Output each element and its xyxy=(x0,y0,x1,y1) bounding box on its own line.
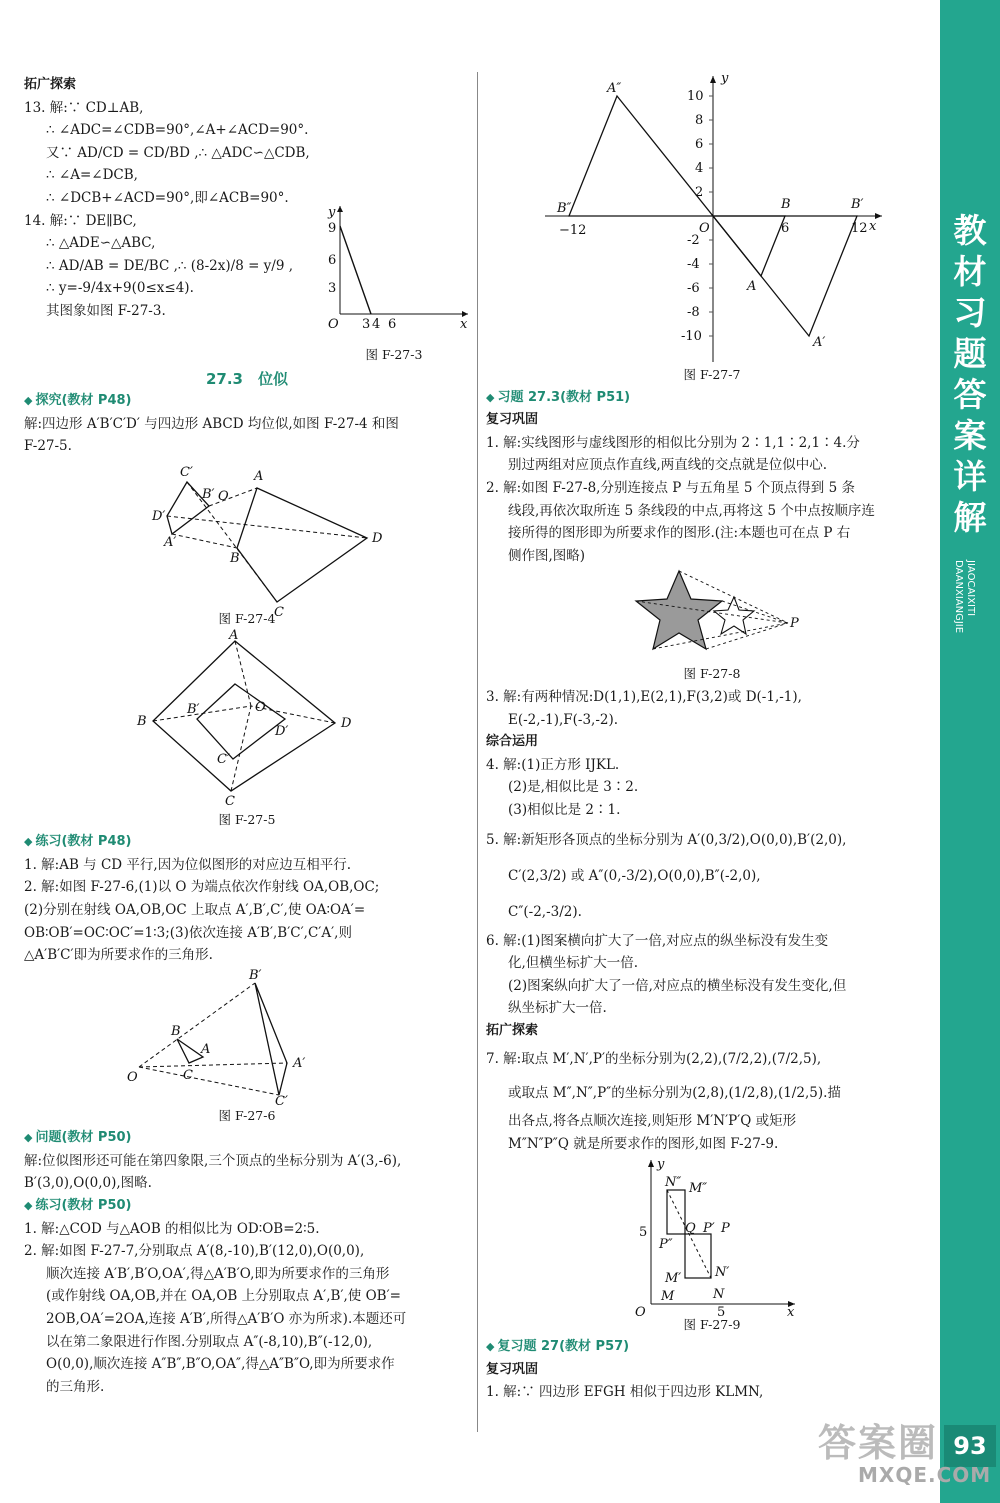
svg-text:B′: B′ xyxy=(187,701,200,717)
svg-text:A: A xyxy=(747,279,757,294)
diamond-icon: ◆ xyxy=(24,1199,33,1213)
svg-text:O: O xyxy=(699,221,710,236)
sidebar-title-char: 题 xyxy=(953,334,987,373)
svg-text:x: x xyxy=(787,1304,795,1320)
svg-text:B′: B′ xyxy=(202,486,215,502)
figure-f27-7 xyxy=(537,71,887,364)
ex7-line4: M″N″P″Q 就是所要求作的图形,如图 F-27-9. xyxy=(508,1136,779,1153)
svg-text:P: P xyxy=(790,616,799,632)
svg-text:A: A xyxy=(229,627,239,643)
explore-line1: 解:四边形 A′B′C′D′ 与四边形 ABCD 均位似,如图 F-27-4 和图 xyxy=(24,415,399,432)
svg-text:N′: N′ xyxy=(715,1264,730,1280)
ex2-line2: 线段,再依次取所连 5 条线段的中点,再将这 5 个中点按顺序连 xyxy=(508,502,875,519)
problem-line2: B′(3,0),O(0,0),图略. xyxy=(24,1175,152,1192)
svg-text:N: N xyxy=(713,1286,725,1302)
sidebar-title-char: 教 xyxy=(953,211,987,250)
ex4-line2: (2)是,相似比是 3∶2. xyxy=(508,779,639,796)
ex4-line3: (3)相似比是 2∶1. xyxy=(508,801,621,818)
svg-text:O: O xyxy=(328,316,339,332)
caption-f27-9: 图 F-27-9 xyxy=(683,1316,741,1332)
figure-f27-9 xyxy=(627,1156,797,1320)
diamond-icon: ◆ xyxy=(24,835,33,849)
sidebar-title-char: 案 xyxy=(953,416,987,455)
q14-line1: 14. 解:∵ DE∥BC, xyxy=(24,212,137,229)
section-problem-p50: ◆ 问题(教材 P50) xyxy=(24,1130,132,1146)
ex6-line4: 纵坐标扩大一倍. xyxy=(508,1000,607,1017)
caption-f27-4: 图 F-27-4 xyxy=(218,610,276,626)
column-divider xyxy=(477,72,478,1432)
svg-text:x: x xyxy=(460,316,468,332)
svg-text:4: 4 xyxy=(372,316,381,332)
ex3-line1: 3. 解:有两种情况:D(1,1),E(2,1),F(3,2)或 D(-1,-1), xyxy=(486,688,802,705)
q13-line3: 又∵ AD/CD = CD/BD ,∴ △ADC∽△CDB, xyxy=(46,144,310,161)
svg-text:P: P xyxy=(721,1220,730,1236)
svg-text:y: y xyxy=(328,204,336,220)
svg-text:6: 6 xyxy=(388,316,397,332)
caption-f27-5: 图 F-27-5 xyxy=(218,811,276,827)
svg-text:C: C xyxy=(225,793,235,809)
sidebar-title-char: 答 xyxy=(953,375,987,414)
page-number: 93 xyxy=(944,1425,996,1467)
ex5-line3: C″(-2,-3/2). xyxy=(508,903,582,920)
subsection-review: 复习巩固 xyxy=(486,412,539,428)
svg-text:B″: B″ xyxy=(557,201,572,216)
ex1-line2: 别过两组对应顶点作直线,两直线的交点就是位似中心. xyxy=(508,457,828,474)
figure-f27-6 xyxy=(127,967,367,1109)
svg-text:Q: Q xyxy=(685,1220,696,1236)
left-column xyxy=(24,74,470,1398)
svg-text:8: 8 xyxy=(695,113,704,128)
svg-text:O: O xyxy=(635,1304,646,1320)
practice50-line2: 2. 解:如图 F-27-7,分别取点 A′(8,-10),B′(12,0),O(0,0), xyxy=(24,1243,365,1260)
subsection-extend: 拓广探索 xyxy=(486,1022,539,1038)
svg-text:B: B xyxy=(781,197,791,212)
svg-text:A: A xyxy=(254,468,264,484)
caption-f27-6: 图 F-27-6 xyxy=(218,1107,276,1123)
ex1-line1: 1. 解:实线图形与虚线图形的相似比分别为 2∶1,1∶2,1∶4.分 xyxy=(486,434,860,451)
watermark-logo: 答案圈 xyxy=(818,1421,939,1465)
section-review-27: ◆ 复习题 27(教材 P57) xyxy=(486,1339,630,1355)
svg-text:B′: B′ xyxy=(851,197,864,212)
svg-text:O: O xyxy=(255,699,266,715)
sidebar-title-char: 解 xyxy=(953,498,987,537)
sidebar-pinyin xyxy=(952,560,976,633)
ex7-line3: 出各点,将各点顺次连接,则矩形 M′N′P′Q 或矩形 xyxy=(508,1113,797,1130)
chapter-sidebar xyxy=(940,0,1000,1503)
sidebar-pinyin-2: DAANXIANGJIE xyxy=(953,560,964,634)
svg-text:A′: A′ xyxy=(813,335,826,350)
svg-text:-2: -2 xyxy=(687,233,700,248)
ex5-line2: C′(2,3/2) 或 A″(0,-3/2),O(0,0),B″(-2,0), xyxy=(508,867,761,884)
ex2-line1: 2. 解:如图 F-27-8,分别连接点 P 与五角星 5 个顶点得到 5 条 xyxy=(486,479,855,496)
svg-text:M″: M″ xyxy=(689,1180,708,1196)
svg-text:x: x xyxy=(869,219,877,234)
caption-f27-8: 图 F-27-8 xyxy=(683,666,741,682)
q14-block xyxy=(24,204,470,368)
caption-f27-7: 图 F-27-7 xyxy=(683,367,741,382)
svg-text:6: 6 xyxy=(328,252,337,268)
svg-text:6: 6 xyxy=(781,221,790,236)
ex6-line2: 化,但横坐标扩大一倍. xyxy=(508,955,639,972)
svg-text:-4: -4 xyxy=(687,257,700,272)
svg-text:D′: D′ xyxy=(152,508,166,524)
q14-line5: 其图象如图 F-27-3. xyxy=(46,302,166,319)
problem-line1: 解:位似图形还可能在第四象限,三个顶点的坐标分别为 A′(3,-6), xyxy=(24,1152,402,1169)
svg-text:5: 5 xyxy=(639,1224,648,1240)
section-practice-p50: ◆ 练习(教材 P50) xyxy=(24,1198,132,1214)
svg-text:-8: -8 xyxy=(687,305,700,320)
svg-text:y: y xyxy=(657,1156,665,1172)
svg-text:C′: C′ xyxy=(275,1093,288,1109)
practice48-line2: 2. 解:如图 F-27-6,(1)以 O 为端点依次作射线 OA,OB,OC; xyxy=(24,879,380,896)
svg-text:C′: C′ xyxy=(217,751,230,767)
svg-text:A: A xyxy=(201,1041,211,1057)
svg-text:B: B xyxy=(137,713,147,729)
svg-text:-6: -6 xyxy=(687,281,700,296)
sidebar-title-char: 材 xyxy=(953,252,987,291)
ex7-line2: 或取点 M″,N″,P″的坐标分别为(2,8),(1/2,8),(1/2,5).描 xyxy=(508,1085,841,1102)
q14-line4: ∴ y=-9/4x+9(0≤x≤4). xyxy=(46,280,194,297)
svg-text:9: 9 xyxy=(328,220,337,236)
ex2-line4: 侧作图,图略) xyxy=(508,547,586,564)
practice48-line5: △A′B′C′即为所要求作的三角形. xyxy=(24,947,213,964)
watermark-url: MXQE.COM xyxy=(858,1463,992,1487)
svg-text:B: B xyxy=(230,550,240,566)
diamond-icon: ◆ xyxy=(24,394,33,408)
caption-f27-3: 图 F-27-3 xyxy=(365,346,423,362)
ex6-line3: (2)图案纵向扩大了一倍,对应点的横坐标没有发生变化,但 xyxy=(508,977,847,994)
svg-text:C′: C′ xyxy=(180,464,193,480)
svg-text:A″: A″ xyxy=(607,81,622,96)
subsection-apply: 综合运用 xyxy=(486,734,539,750)
sidebar-title-char: 详 xyxy=(953,457,987,496)
ex3-line2: E(-2,-1),F(-3,-2). xyxy=(508,711,619,728)
ex2-line3: 接所得的图形即为所要求作的图形.(注:本题也可在点 P 右 xyxy=(508,525,851,542)
svg-text:D′: D′ xyxy=(275,723,289,739)
svg-text:−12: −12 xyxy=(559,223,587,238)
svg-text:P′: P′ xyxy=(703,1220,715,1236)
practice50-line7: O(0,0),顺次连接 A″B″,B″O,OA″,得△A″B″O,即为所要求作 xyxy=(46,1356,395,1373)
sidebar-pinyin-1: JIAOCAIXITI xyxy=(965,560,976,617)
practice48-line4: OB∶OB′=OC∶OC′=1∶3;(3)依次连接 A′B′,B′C′,C′A′,则 xyxy=(24,924,352,941)
diamond-icon: ◆ xyxy=(486,390,495,404)
svg-text:M′: M′ xyxy=(665,1270,682,1286)
svg-text:N″: N″ xyxy=(665,1174,682,1190)
svg-text:10: 10 xyxy=(687,89,704,104)
svg-text:C: C xyxy=(274,604,284,620)
svg-text:D: D xyxy=(372,530,383,546)
section-extend: 拓广探索 xyxy=(24,77,77,92)
svg-text:O: O xyxy=(218,488,229,504)
svg-text:B′: B′ xyxy=(249,967,262,983)
svg-text:O: O xyxy=(127,1069,138,1085)
q13-line5: ∴ ∠DCB+∠ACD=90°,即∠ACB=90°. xyxy=(46,189,289,206)
svg-text:12: 12 xyxy=(851,221,868,236)
svg-text:2: 2 xyxy=(695,185,704,200)
ex4-line1: 4. 解:(1)正方形 IJKL. xyxy=(486,756,620,773)
svg-text:3: 3 xyxy=(362,316,371,332)
svg-text:4: 4 xyxy=(695,161,704,176)
ex6-line1: 6. 解:(1)图案横向扩大了一倍,对应点的纵坐标没有发生变 xyxy=(486,932,829,949)
q14-line3: ∴ AD/AB = DE/BC ,∴ (8-2x)/8 = y/9 , xyxy=(46,257,294,274)
svg-text:y: y xyxy=(721,71,729,86)
section-heading-27-3: 27.3 位似 xyxy=(205,369,288,388)
q13-line2: ∴ ∠ADC=∠CDB=90°,∠A+∠ACD=90°. xyxy=(46,122,309,139)
subsection-review2: 复习巩固 xyxy=(486,1361,539,1377)
practice50-line1: 1. 解:△COD 与△AOB 的相似比为 OD∶OB=2∶5. xyxy=(24,1220,320,1237)
practice50-line4: (或作射线 OA,OB,并在 OA,OB 上分别取点 A′,B′,使 OB′= xyxy=(46,1288,401,1305)
section-practice-p48: ◆ 练习(教材 P48) xyxy=(24,834,132,850)
q14-line2: ∴ △ADE∽△ABC, xyxy=(46,235,156,252)
diamond-icon: ◆ xyxy=(24,1131,33,1145)
section-explore-p48: ◆ 探究(教材 P48) xyxy=(24,393,132,409)
q13-line4: ∴ ∠A=∠DCB, xyxy=(46,167,138,184)
ex5-line1: 5. 解:新矩形各顶点的坐标分别为 A′(0,3/2),O(0,0),B′(2,0), xyxy=(486,831,847,848)
practice48-line3: (2)分别在射线 OA,OB,OC 上取点 A′,B′,C′,使 OA∶OA′= xyxy=(24,901,366,918)
svg-text:P″: P″ xyxy=(659,1236,673,1252)
ex7-line1: 7. 解:取点 M′,N′,P′的坐标分别为(2,2),(7/2,2),(7/2,5), xyxy=(486,1051,822,1068)
sidebar-title xyxy=(940,210,1000,538)
figure-f27-8 xyxy=(622,567,802,663)
sidebar-title-char: 习 xyxy=(953,293,987,332)
q13-line1: 13. 解:∵ CD⊥AB, xyxy=(24,99,144,116)
figure-f27-5 xyxy=(117,627,377,809)
svg-text:-10: -10 xyxy=(681,329,702,344)
practice50-line8: 的三角形. xyxy=(46,1378,105,1395)
figure-f27-3 xyxy=(320,202,470,342)
svg-text:B: B xyxy=(171,1023,181,1039)
svg-text:M: M xyxy=(661,1288,675,1304)
diamond-icon: ◆ xyxy=(486,1340,495,1354)
svg-text:6: 6 xyxy=(695,137,704,152)
practice48-line1: 1. 解:AB 与 CD 平行,因为位似图形的对应边互相平行. xyxy=(24,856,351,873)
section-exercise-27-3: ◆ 习题 27.3(教材 P51) xyxy=(486,389,631,405)
review-line1: 1. 解:∵ 四边形 EFGH 相似于四边形 KLMN, xyxy=(486,1384,764,1401)
svg-text:5: 5 xyxy=(717,1304,726,1320)
practice50-line3: 顺次连接 A′B′,B′O,OA′,得△A′B′O,即为所要求作的三角形 xyxy=(46,1265,390,1282)
svg-text:3: 3 xyxy=(328,280,337,296)
svg-text:D: D xyxy=(341,715,352,731)
practice50-line5: 2OB,OA′=2OA,连接 A′B′,所得△A′B′O 亦为所求).本题还可 xyxy=(46,1311,407,1328)
svg-text:C: C xyxy=(183,1067,193,1083)
practice50-line6: 以在第二象限进行作图.分别取点 A″(-8,10),B″(-12,0), xyxy=(46,1333,373,1350)
right-column xyxy=(486,71,938,1404)
svg-text:A′: A′ xyxy=(293,1055,306,1071)
svg-text:A′: A′ xyxy=(164,534,177,550)
explore-line2: F-27-5. xyxy=(24,438,72,455)
